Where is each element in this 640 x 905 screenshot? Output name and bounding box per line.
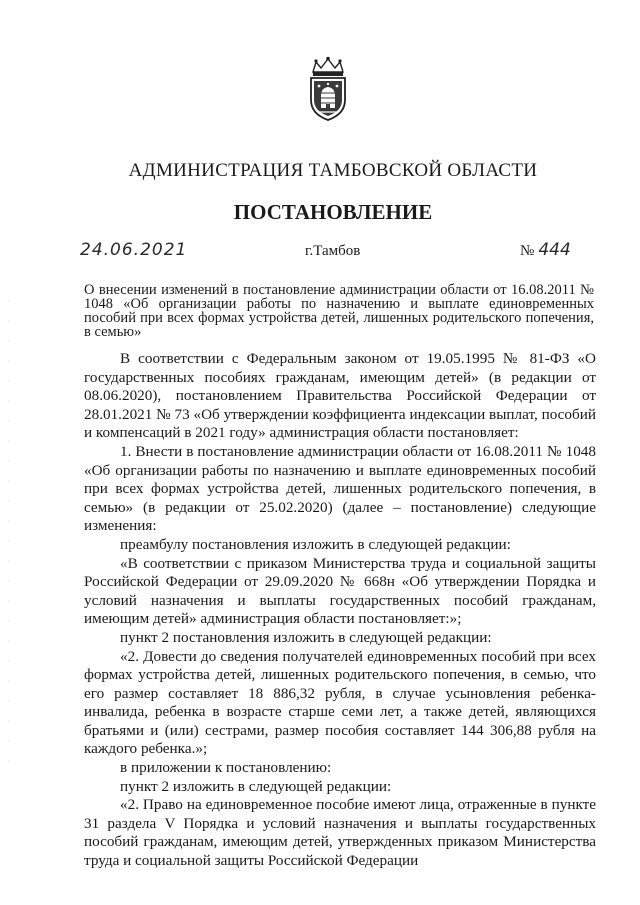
document-meta-row — [0, 240, 640, 266]
handwritten-number: 444 — [538, 240, 571, 260]
tambov-coat-of-arms-icon — [307, 56, 349, 122]
document-subject: О внесении изменений в постановление администрации области от 16.08.2011 № 1048 «Об организации работы по назначению и выплате единовременных пособий при всех формах устройства детей, лишенных родительского попечения, в семью» — [84, 282, 594, 340]
paragraph-point-2-quote: «2. Довести до сведения получателей единовременных пособий при всех формах устройства детей, лишенных родительского попечения, в семью, что его размер составляет 18 886,32 рубля, в случае усыновления ребенка-инвалида, ребенка в возрасте старше семи лет, а также детей, являющихся братьями и (или) сестрами, размер пособия составляет 144 306,88 рубля на каждого ребенка.»; — [84, 647, 596, 758]
paragraph-item-1: 1. Внести в постановление администрации области от 16.08.2011 № 1048 «Об организации работы по назначению и выплате единовременных пособий при всех формах устройства детей, лишенных родительского попечения, в семью» (в редакции от 25.02.2020) (далее – постановление) следующие изменения: — [84, 442, 596, 535]
paragraph-appendix: в приложении к постановлению: — [120, 759, 332, 777]
scan-margin-mark — [8, 300, 10, 780]
document-body — [84, 350, 596, 871]
paragraph-preamble: В соответствии с Федеральным законом от 19.05.1995 № 81-ФЗ «О государственных пособиях гражданам, имеющим детей» (в редакции от 08.06.2020), постановлением Правительства Российской Федерации от 28.01.2021 № 73 «Об утверждении коэффициента индексации выплат, пособий и компенсаций в 2021 году» администрация области постановляет: — [84, 350, 596, 442]
document-type-title: ПОСТАНОВЛЕНИЕ — [233, 200, 433, 224]
paragraph-preamble-change: преамбулу постановления изложить в следующей редакции: — [120, 535, 511, 553]
number-sign: № — [520, 243, 535, 259]
city-label: г.Тамбов — [305, 243, 361, 259]
paragraph-point-2-change: пункт 2 постановления изложить в следующей редакции: — [120, 628, 492, 646]
paragraph-appendix-quote: «2. Право на единовременное пособие имеют лица, отраженные в пункте 31 раздела V Порядка и условий назначения и выплаты государственных пособий гражданам, имеющим детей, утвержденных приказом Министерства труда и социальной защиты Российской Федерации — [84, 796, 596, 870]
paragraph-preamble-quote: «В соответствии с приказом Министерства труда и социальной защиты Российской Федерации от 29.09.2020 № 668н «Об утверждении Порядка и условий назначения и выплаты государственных пособий гражданам, имеющим детей» администрация области постановляет:»; — [84, 554, 596, 628]
paragraph-appendix-point-2: пункт 2 изложить в следующей редакции: — [120, 777, 392, 795]
document-number — [520, 240, 571, 260]
organization-name: АДМИНИСТРАЦИЯ ТАМБОВСКОЙ ОБЛАСТИ — [128, 160, 538, 181]
handwritten-date: 24.06.2021 — [80, 240, 188, 260]
